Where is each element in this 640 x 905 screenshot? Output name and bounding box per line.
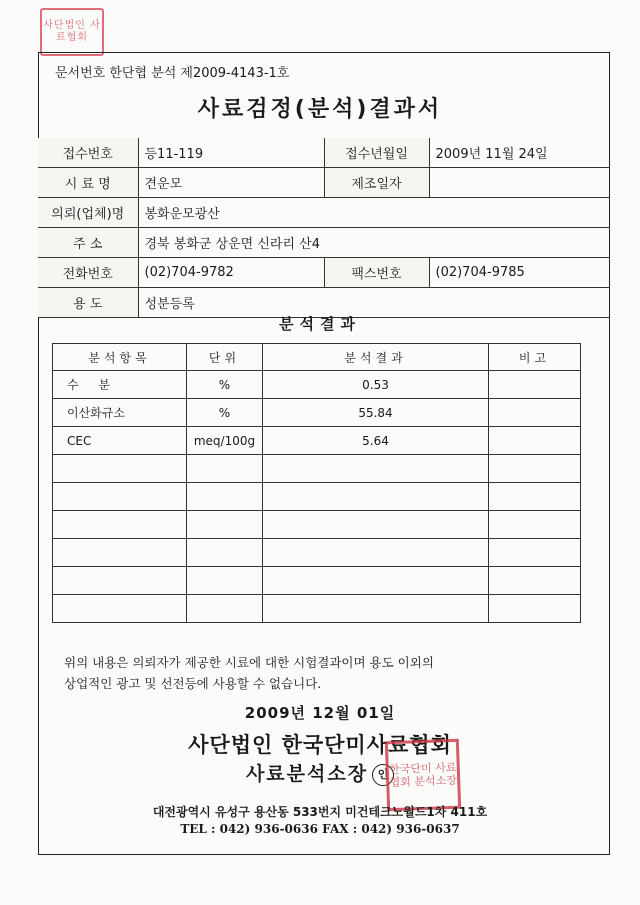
phone-label: 전화번호 [38,258,138,288]
value-cell [263,595,489,623]
note-cell [489,595,581,623]
organization-name: 사단법인 한국단미사료협회 [188,733,452,757]
table-row [53,371,581,399]
reception-date-label: 접수년월일 [324,138,429,168]
unit-cell: % [187,371,263,399]
unit-cell: meq/100g [187,427,263,455]
manufacture-date-value [429,168,610,198]
department-label: 사료분석소장 [245,763,369,785]
unit-cell [187,455,263,483]
notice-text [64,652,434,694]
notice-line-1: 위의 내용은 의뢰자가 제공한 시료에 대한 시험결과이며 용도 이외의 [64,655,434,670]
table-row [53,511,581,539]
unit-cell [187,483,263,511]
official-seal: 한국단미 사료협회 분석소장 [385,739,461,812]
purpose-label: 용 도 [38,288,138,318]
table-row [53,483,581,511]
reception-date-value: 2009년 11월 24일 [429,138,610,168]
item-cell [53,483,187,511]
info-row [38,168,610,198]
value-cell [263,455,489,483]
address-label: 주 소 [38,228,138,258]
info-row [38,228,610,258]
note-cell [489,399,581,427]
note-cell [489,539,581,567]
unit-cell: % [187,399,263,427]
note-cell [489,567,581,595]
item-cell [53,595,187,623]
note-cell [489,371,581,399]
unit-cell [187,511,263,539]
issue-date: 2009년 12월 01일 [244,704,396,722]
footer-address: 대전광역시 유성구 용산동 533번지 미건테크노월드1차 411호 [152,805,488,819]
item-cell [53,567,187,595]
item-cell [53,455,187,483]
document-title: 사료검정(분석)결과서 [197,97,443,122]
item-cell [53,539,187,567]
table-row [53,595,581,623]
note-cell [489,427,581,455]
header-note: 비고 [489,344,581,371]
value-cell [263,567,489,595]
header-item: 분석항목 [53,344,187,371]
unit-cell [187,567,263,595]
info-row [38,138,610,168]
table-row [53,567,581,595]
value-cell: 0.53 [263,371,489,399]
seal-mark-icon: 인 [372,764,394,786]
department-name [0,759,640,786]
value-cell [263,539,489,567]
table-row [53,455,581,483]
purpose-value: 성분등록 [138,288,610,318]
footer-contact: TEL : 042) 936-0636 FAX : 042) 936-0637 [180,822,460,836]
results-header-row [53,344,581,371]
reception-no-value: 등11-119 [138,138,324,168]
note-cell [489,483,581,511]
sample-name-value: 견운모 [138,168,324,198]
value-cell [263,483,489,511]
fax-value: (02)704-9785 [429,258,610,288]
header-unit: 단위 [187,344,263,371]
note-cell [489,455,581,483]
manufacture-date-label: 제조일자 [324,168,429,198]
table-row [53,427,581,455]
results-title: 분석결과 [279,315,361,333]
fax-label: 팩스번호 [324,258,429,288]
value-cell [263,511,489,539]
item-cell: CEC [53,427,187,455]
phone-value: (02)704-9782 [138,258,324,288]
value-cell: 5.64 [263,427,489,455]
item-cell [53,511,187,539]
unit-cell [187,595,263,623]
table-row [53,539,581,567]
sample-name-label: 시 료 명 [38,168,138,198]
address-value: 경북 봉화군 상운면 신라리 산4 [138,228,610,258]
reception-no-label: 접수번호 [38,138,138,168]
value-cell: 55.84 [263,399,489,427]
requester-value: 봉화운모광산 [138,198,610,228]
header-result: 분석결과 [263,344,489,371]
info-row [38,258,610,288]
info-row [38,198,610,228]
requester-label: 의뢰(업체)명 [38,198,138,228]
item-cell: 이산화규소 [53,399,187,427]
unit-cell [187,539,263,567]
top-stamp: 사단법인 사료협회 [40,8,104,56]
item-cell: 수 분 [53,371,187,399]
info-table [38,138,610,318]
notice-line-2: 상업적인 광고 및 선전등에 사용할 수 없습니다. [64,676,322,691]
table-row [53,399,581,427]
results-table [52,343,581,623]
document-number: 문서번호 한단협 분석 제2009-4143-1호 [55,66,290,81]
note-cell [489,511,581,539]
